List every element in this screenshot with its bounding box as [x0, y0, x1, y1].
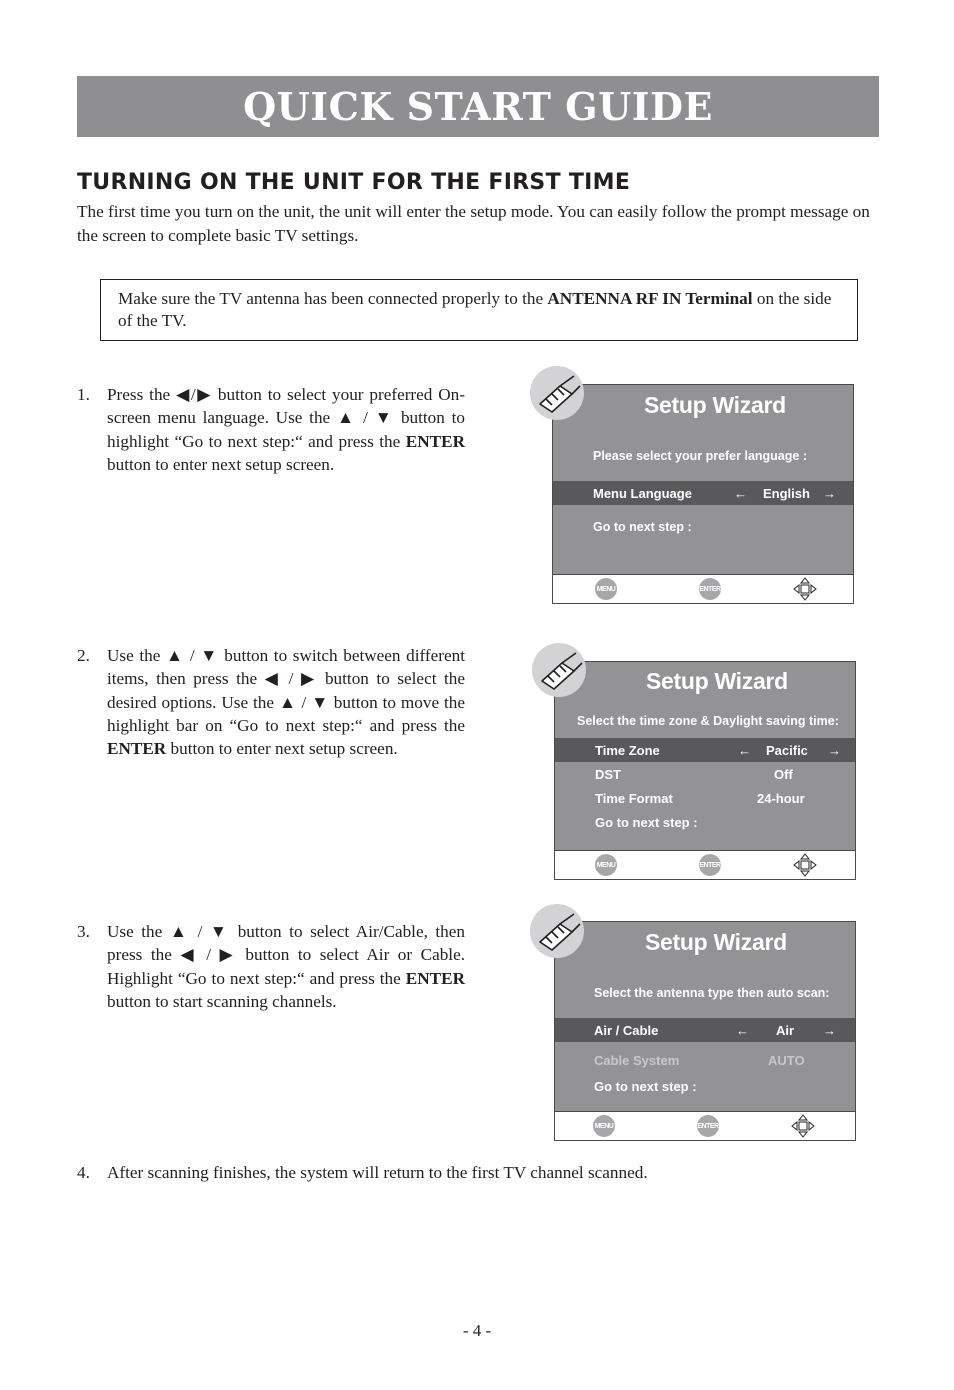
step-text [107, 383, 465, 476]
menu-key-icon: MENU [595, 854, 617, 876]
text: button to switch between different items, then press the [107, 646, 465, 689]
notice-text-before: Make sure the TV antenna has been connected properly to the [118, 289, 548, 308]
menu-key-icon: MENU [593, 1115, 615, 1137]
intro-paragraph: The first time you turn on the unit, the unit will enter the setup mode. You can easily follow the prompt message on the screen to complete basic TV settings. [77, 202, 870, 245]
text: button to select the desired options. Use the [107, 669, 466, 712]
dst-row[interactable] [555, 762, 855, 786]
text: button to select Air or Cable. Highlight “Go to next step:“ and press the [107, 945, 466, 988]
step-number: 2. [77, 646, 90, 665]
left-arrow-icon[interactable]: ← [736, 1023, 749, 1038]
direction-pad-icon [793, 577, 817, 601]
left-arrow-icon[interactable]: ← [734, 486, 747, 501]
row-label: Air / Cable [594, 1023, 659, 1038]
left-arrow-icon[interactable]: ← [738, 743, 751, 758]
right-arrow-icon[interactable]: → [828, 743, 841, 758]
enter-key-icon: ENTER [699, 854, 721, 876]
setup-wizard-screen-1 [552, 384, 854, 604]
direction-pad-icon [793, 853, 817, 877]
up-down-arrows-icon: ▲ / ▼ [169, 922, 231, 941]
section-title: TURNING ON THE UNIT FOR THE FIRST TIME [77, 170, 631, 195]
screen-footer [555, 1111, 855, 1140]
time-zone-row[interactable] [555, 738, 855, 762]
row-label: DST [595, 767, 621, 782]
step-text: After scanning finishes, the system will return to the first TV channel scanned. [107, 1163, 648, 1182]
antenna-notice-box [100, 279, 858, 341]
setup-wizard-emblem-icon [530, 904, 584, 958]
text: button to start scanning channels. [107, 991, 337, 1011]
enter-key-icon: ENTER [697, 1115, 719, 1137]
setup-wizard-screen-2 [554, 661, 856, 880]
right-arrow-icon[interactable]: → [823, 486, 836, 501]
step-number: 1. [77, 385, 90, 404]
left-right-arrows-icon: ◀ / ▶ [264, 669, 318, 689]
text: Press the [107, 385, 177, 404]
menu-language-row[interactable] [553, 481, 853, 505]
up-down-arrows-icon: ▲ / ▼ [165, 646, 219, 665]
screen-footer [553, 574, 853, 603]
screen-title: Setup Wizard [646, 668, 788, 694]
direction-pad-icon [791, 1114, 815, 1138]
page-title: QUICK START GUIDE [243, 84, 713, 129]
enter-key-label: ENTER [405, 431, 465, 451]
text: Use the [107, 646, 166, 665]
screen-prompt: Select the time zone & Daylight saving time: [577, 714, 839, 728]
step-2 [77, 644, 465, 760]
enter-key-label: ENTER [107, 739, 167, 759]
row-label: Cable System [594, 1053, 680, 1068]
up-down-arrows-icon: ▲ / ▼ [278, 692, 329, 712]
row-value: 24-hour [757, 791, 805, 806]
row-value: AUTO [768, 1053, 805, 1068]
page-banner [77, 76, 879, 137]
row-value: Off [774, 767, 793, 782]
screen-footer [555, 850, 855, 879]
text: button to highlight “Go to next step:“ and press the [107, 408, 465, 451]
enter-key-icon: ENTER [699, 578, 721, 600]
row-value: Air [776, 1023, 795, 1038]
air-cable-row[interactable] [555, 1018, 855, 1042]
step-number: 3. [77, 922, 90, 941]
row-value: English [763, 486, 810, 501]
text: button to enter next setup screen. [107, 454, 335, 474]
step-1 [77, 383, 465, 476]
screen-prompt: Please select your prefer language : [593, 449, 807, 463]
time-format-row[interactable] [555, 786, 855, 810]
text: button to enter next setup screen. [166, 739, 398, 759]
text: button to move the highlight bar on “Go to next step:“ and press the [107, 692, 465, 735]
step-number: 4. [77, 1163, 90, 1182]
go-to-next-step[interactable]: Go to next step : [594, 1079, 697, 1094]
enter-key-label: ENTER [405, 968, 465, 988]
text: button to select your preferred On-screen menu language. Use the [107, 385, 465, 428]
setup-wizard-screen-3 [554, 921, 856, 1141]
step-text [107, 920, 465, 1013]
text: button to select Air/Cable, then press the [107, 922, 465, 965]
row-value: Pacific [766, 743, 808, 758]
left-right-arrows-icon: ◀ / ▶ [180, 945, 237, 965]
go-to-next-step[interactable]: Go to next step : [595, 815, 698, 830]
screen-title: Setup Wizard [645, 929, 787, 955]
row-label: Menu Language [593, 486, 692, 501]
row-label: Time Zone [595, 743, 660, 758]
setup-wizard-emblem-icon [532, 643, 586, 697]
text: Use the [107, 922, 170, 941]
screen-title: Setup Wizard [644, 392, 786, 418]
row-label: Time Format [595, 791, 673, 806]
menu-key-icon: MENU [595, 578, 617, 600]
up-down-arrows-icon: ▲ / ▼ [336, 408, 395, 428]
right-arrow-icon[interactable]: → [823, 1023, 836, 1038]
step-3 [77, 920, 465, 1013]
setup-wizard-emblem-icon [530, 366, 584, 420]
cable-system-row [555, 1048, 855, 1072]
screen-prompt: Select the antenna type then auto scan: [594, 986, 830, 1000]
go-to-next-step[interactable]: Go to next step : [593, 520, 692, 534]
notice-terminal-name: ANTENNA RF IN Terminal [547, 289, 753, 308]
step-4 [77, 1163, 648, 1183]
notice-text-after: on the side of the TV. [118, 289, 832, 330]
step-text [107, 644, 465, 760]
page-number: - 4 - [462, 1321, 492, 1340]
left-right-arrows-icon: ◀/▶ [176, 385, 213, 404]
